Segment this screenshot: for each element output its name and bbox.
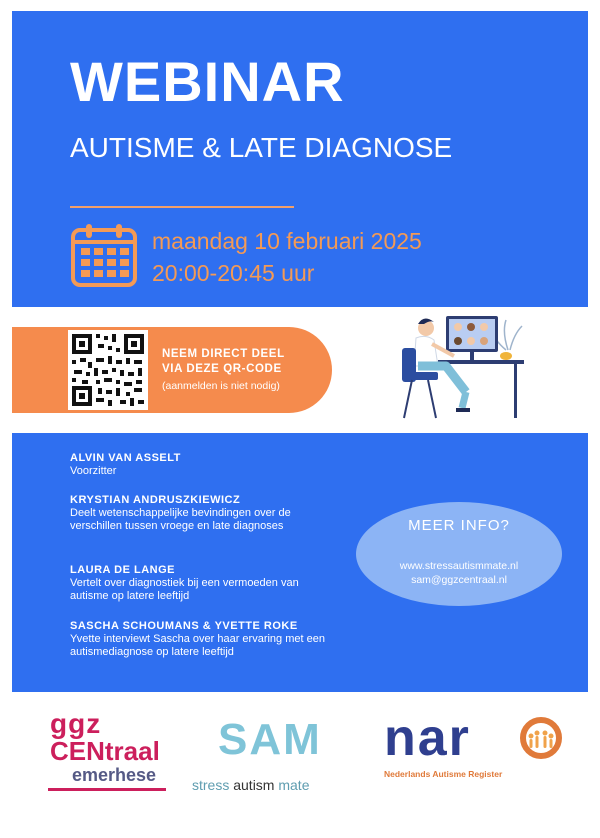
- qr-banner-line1: NEEM DIRECT DEEL: [162, 348, 285, 360]
- event-time: 20:00-20:45 uur: [152, 260, 315, 286]
- speaker-name: ALVIN VAN ASSELT: [70, 452, 181, 464]
- nar-logo-mark: nar: [384, 709, 471, 767]
- nar-logo-tagline: Nederlands Autisme Register: [384, 769, 503, 779]
- speaker-role: Deelt wetenschappelijke bevindingen over de verschillen tussen vroege en late diagnoses: [70, 507, 291, 532]
- webinar-illustration: [398, 310, 528, 422]
- speaker-role: Yvette interviewt Sascha over haar ervaring met een autismediagnose op latere leeftijd: [70, 633, 325, 658]
- speaker-role: Vertelt over diagnostiek bij een vermoeden van autisme op latere leeftijd: [70, 577, 299, 602]
- speaker-item: [70, 620, 340, 659]
- email-link[interactable]: sam@ggzcentraal.nl: [411, 574, 507, 586]
- nar-logo-people-icon: [519, 716, 563, 760]
- speaker-name: LAURA DE LANGE: [70, 564, 175, 576]
- speaker-name: KRYSTIAN ANDRUSZKIEWICZ: [70, 494, 241, 506]
- speaker-name: SASCHA SCHOUMANS & YVETTE ROKE: [70, 620, 298, 632]
- ggz-logo-middle: CENtraal: [50, 736, 160, 766]
- qr-code[interactable]: [68, 330, 148, 410]
- ggz-logo-underline: [48, 788, 166, 791]
- qr-banner-note: (aanmelden is niet nodig): [162, 380, 280, 392]
- sam-logo-mark: SAM: [218, 715, 322, 764]
- ggz-logo-bottom: emerhese: [72, 765, 157, 785]
- page-subtitle: AUTISME & LATE DIAGNOSE: [70, 132, 453, 163]
- speaker-item: [70, 452, 340, 478]
- speaker-item: [70, 564, 340, 603]
- page-title: WEBINAR: [70, 50, 345, 113]
- event-date: maandag 10 februari 2025: [152, 228, 422, 254]
- qr-banner-line2: VIA DEZE QR-CODE: [162, 363, 282, 375]
- speaker-item: [70, 494, 340, 533]
- ggz-logo-top: ggz: [50, 708, 102, 739]
- sam-logo-tagline: stress autism mate: [192, 777, 310, 793]
- website-link[interactable]: www.stressautismmate.nl: [399, 560, 519, 572]
- speaker-role: Voorzitter: [70, 465, 117, 477]
- divider: [70, 206, 294, 208]
- info-title: MEER INFO?: [408, 517, 510, 534]
- calendar-icon: [70, 222, 138, 288]
